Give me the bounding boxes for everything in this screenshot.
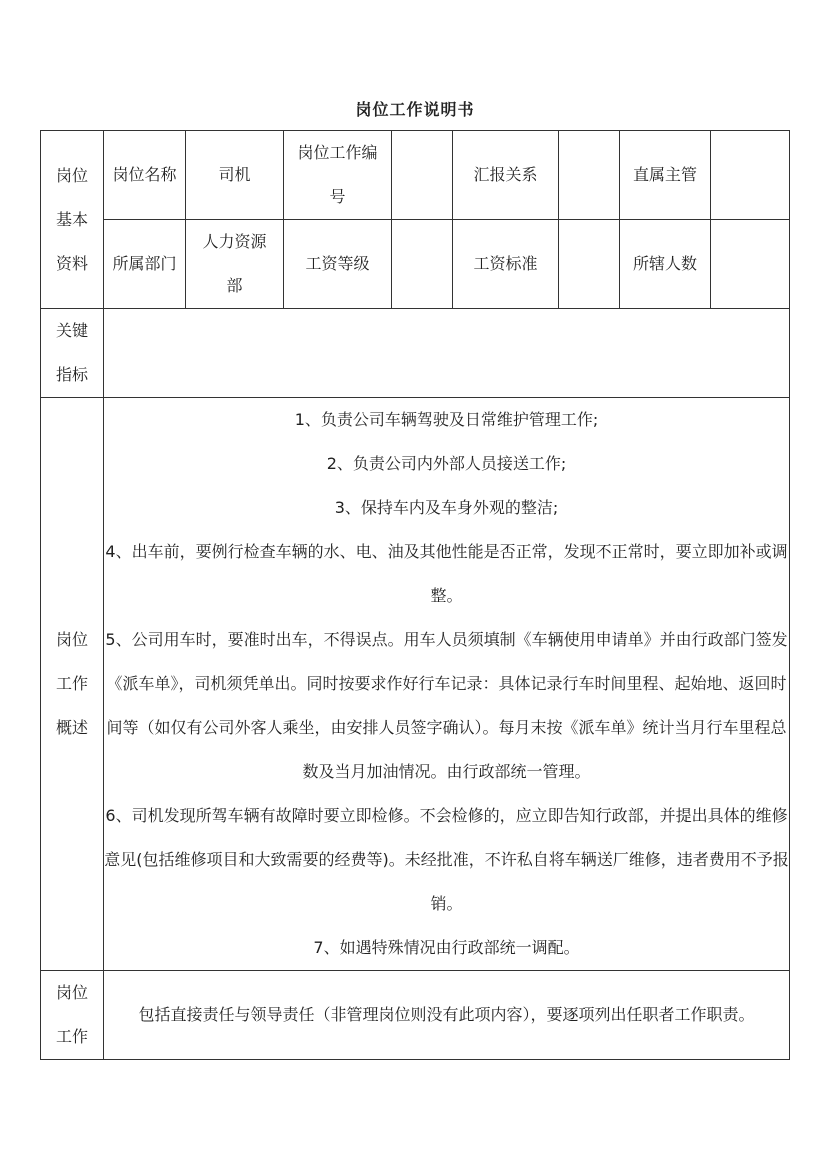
label-headcount: 所辖人数: [620, 220, 711, 309]
value-headcount[interactable]: [711, 220, 790, 309]
duty-list-item: 1、负责公司车辆驾驶及日常维护管理工作;: [294, 410, 599, 429]
section-label-kpi: [41, 309, 104, 398]
value-salary-grade[interactable]: [392, 220, 453, 309]
value-reporting-line[interactable]: [559, 131, 620, 220]
label-line: 岗位工作编: [297, 143, 378, 162]
basic-row-1: [41, 131, 790, 220]
duty-list-item: 3、保持车内及车身外观的整洁;: [334, 498, 559, 517]
job-description-table: [40, 130, 790, 1060]
section-label-overview: [41, 398, 104, 971]
duty-content: 包括直接责任与领导责任（非管理岗位则没有此项内容），要逐项列出任职者工作职责。: [104, 971, 790, 1060]
label-position-name: 岗位名称: [104, 131, 186, 220]
duty-row: [41, 971, 790, 1060]
document-title: 岗位工作说明书: [355, 100, 475, 119]
basic-row-2: [41, 220, 790, 309]
section-label-line: 工作: [55, 1027, 88, 1046]
section-label-line: 工作: [55, 674, 88, 693]
value-department[interactable]: [186, 220, 284, 309]
section-label-line: 概述: [55, 718, 88, 737]
overview-row: [41, 398, 790, 971]
section-label-line: 指标: [55, 365, 88, 384]
section-label-line: 岗位: [55, 983, 88, 1002]
label-position-code: [284, 131, 392, 220]
duty-list: [104, 398, 789, 970]
overview-content: [104, 398, 790, 971]
section-label-line: 关键: [55, 321, 88, 340]
section-label-line: 岗位: [55, 630, 88, 649]
value-position-code[interactable]: [392, 131, 453, 220]
label-reporting-line: 汇报关系: [453, 131, 559, 220]
duty-list-item: 4、出车前，要例行检查车辆的水、电、油及其他性能是否正常，发现不正常时，要立即加补或调整。: [105, 542, 788, 605]
section-label-line: 岗位: [55, 165, 88, 185]
kpi-content[interactable]: [104, 309, 790, 398]
value-position-name[interactable]: 司机: [186, 131, 284, 220]
section-label-line: 资料: [55, 253, 88, 273]
section-label-basic: [41, 131, 104, 309]
label-department: 所属部门: [104, 220, 186, 309]
value-salary-standard[interactable]: [559, 220, 620, 309]
value-line: 部: [226, 276, 243, 295]
section-label-line: 基本: [55, 209, 88, 229]
section-label-duty: [41, 971, 104, 1060]
value-direct-supervisor[interactable]: [711, 131, 790, 220]
label-salary-standard: 工资标准: [453, 220, 559, 309]
label-direct-supervisor: 直属主管: [620, 131, 711, 220]
label-line: 号: [329, 187, 346, 206]
value-line: 人力资源: [202, 232, 267, 251]
kpi-row: [41, 309, 790, 398]
duty-list-item: 7、如遇特殊情况由行政部统一调配。: [313, 938, 580, 957]
duty-list-item: 6、司机发现所驾车辆有故障时要立即检修。不会检修的，应立即告知行政部，并提出具体的维修意见(包括维修项目和大致需要的经费等)。未经批准，不许私自将车辆送厂维修，违者费用不予报销。: [104, 806, 789, 913]
duty-list-item: 2、负责公司内外部人员接送工作;: [326, 454, 567, 473]
label-salary-grade: 工资等级: [284, 220, 392, 309]
duty-list-item: 5、公司用车时，要准时出车，不得误点。用车人员须填制《车辆使用申请单》并由行政部门签发《派车单》，司机须凭单出。同时按要求作好行车记录：具体记录行车时间里程、起始地、返回时间等（如仅有公司外客人乘坐，由安排人员签字确认）。每月末按《派车单》统计当月行车里程总数及当月加油情况。由行政部统一管理。: [105, 630, 788, 781]
